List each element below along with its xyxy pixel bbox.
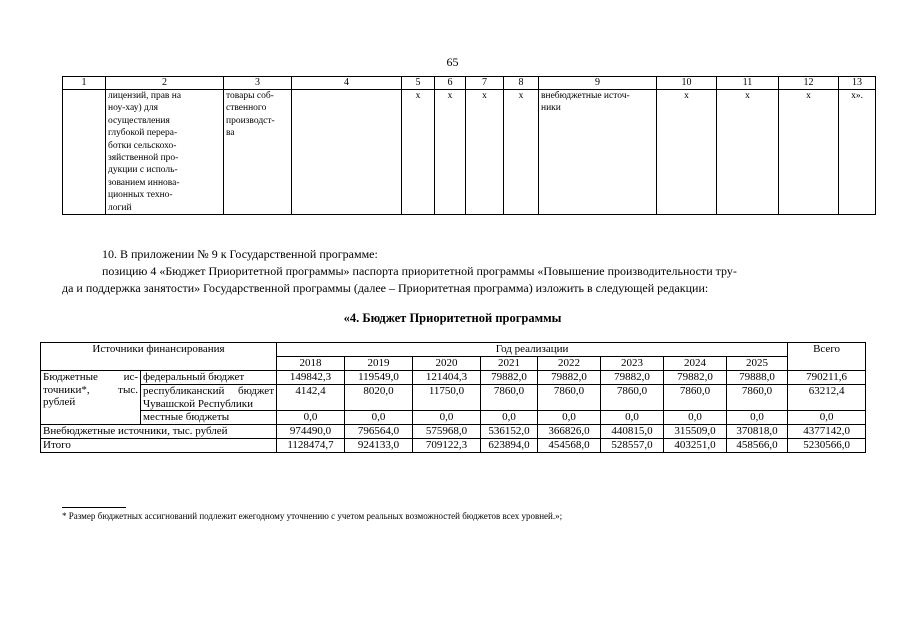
paragraph: позицию 4 «Бюджет Приоритетной программы» паспорта приоритетной программы «Повышение производительности тру- xyxy=(102,264,737,278)
total-cell: 4377142,0 xyxy=(788,425,866,439)
group-label-line: Бюджетные ис- xyxy=(43,371,138,383)
value-cell: 575968,0 xyxy=(413,425,481,439)
value-cell: 0,0 xyxy=(481,411,538,425)
section-title: «4. Бюджет Приоритетной программы xyxy=(343,311,562,325)
header-row xyxy=(63,77,876,90)
year-cell: 2019 xyxy=(345,357,413,371)
page-number: 65 xyxy=(446,55,459,69)
value-cell: 0,0 xyxy=(727,411,788,425)
row-label: местные бюджеты xyxy=(141,411,277,425)
year-cell: 2023 xyxy=(601,357,664,371)
table-cell: х». xyxy=(839,90,876,215)
table-cell xyxy=(63,90,106,215)
table-row xyxy=(63,90,876,215)
cell-line: ботки сельскохо- xyxy=(108,140,177,151)
col-header: 7 xyxy=(466,77,504,90)
table-row xyxy=(41,425,866,439)
table-cell: х xyxy=(466,90,504,215)
value-cell: 440815,0 xyxy=(601,425,664,439)
col-header: 4 xyxy=(292,77,402,90)
col-header: 13 xyxy=(839,77,876,90)
budget-table xyxy=(40,342,866,453)
year-cell: 2022 xyxy=(538,357,601,371)
footnote-divider xyxy=(62,507,126,508)
total-cell: 5230566,0 xyxy=(788,439,866,453)
value-cell: 79888,0 xyxy=(727,371,788,385)
value-cell: 796564,0 xyxy=(345,425,413,439)
cell-line: логий xyxy=(108,202,132,213)
year-cell: 2024 xyxy=(664,357,727,371)
year-cell: 2021 xyxy=(481,357,538,371)
value-cell: 974490,0 xyxy=(277,425,345,439)
value-cell: 0,0 xyxy=(345,411,413,425)
cell-line: зяйственной про- xyxy=(108,153,179,164)
cell-line: ционных техно- xyxy=(108,190,173,201)
value-cell: 7860,0 xyxy=(664,385,727,411)
value-cell: 7860,0 xyxy=(481,385,538,411)
cell-line: ноу-хау) для xyxy=(108,103,158,114)
table-cell: х xyxy=(717,90,779,215)
cell-line: лицензий, прав на xyxy=(108,91,182,101)
cell-line: зованием иннова- xyxy=(108,177,180,188)
value-cell: 403251,0 xyxy=(664,439,727,453)
value-cell: 370818,0 xyxy=(727,425,788,439)
value-cell: 536152,0 xyxy=(481,425,538,439)
year-cell: 2018 xyxy=(277,357,345,371)
table-cell xyxy=(292,90,402,215)
table-cell: х xyxy=(435,90,466,215)
cell-line: производст- xyxy=(226,115,275,126)
year-header: Год реализации xyxy=(277,343,788,357)
table-cell xyxy=(539,90,657,215)
value-cell: 1128474,7 xyxy=(277,439,345,453)
year-cell: 2020 xyxy=(413,357,481,371)
col-header: 3 xyxy=(224,77,292,90)
value-cell: 623894,0 xyxy=(481,439,538,453)
footnote: * Размер бюджетных ассигнований подлежит ежегодному уточнению с учетом реальных возможностей бюджетов всех уровней.»; xyxy=(62,511,563,521)
value-cell: 79882,0 xyxy=(664,371,727,385)
table-cell: х xyxy=(504,90,539,215)
row-label: Внебюджетные источники, тыс. рублей xyxy=(41,425,277,439)
table-cell xyxy=(106,90,224,215)
total-cell: 790211,6 xyxy=(788,371,866,385)
cell-line: дукции с исполь- xyxy=(108,165,178,176)
value-cell: 8020,0 xyxy=(345,385,413,411)
group-label-line: точники*, тыс. xyxy=(43,383,138,396)
group-label xyxy=(41,371,141,425)
cell-line: внебюджетные источ- xyxy=(541,91,630,101)
year-cell: 2025 xyxy=(727,357,788,371)
table-row xyxy=(41,385,866,411)
table-cell: х xyxy=(779,90,839,215)
total-cell: 63212,4 xyxy=(788,385,866,411)
value-cell: 0,0 xyxy=(538,411,601,425)
group-label-line: рублей xyxy=(43,396,76,408)
value-cell: 924133,0 xyxy=(345,439,413,453)
value-cell: 79882,0 xyxy=(601,371,664,385)
table-cell: х xyxy=(402,90,435,215)
row-label: Итого xyxy=(41,439,277,453)
table-row xyxy=(41,411,866,425)
value-cell: 119549,0 xyxy=(345,371,413,385)
col-header: 10 xyxy=(657,77,717,90)
cell-line: ва xyxy=(226,128,235,139)
table-cell: х xyxy=(657,90,717,215)
cell-line: осуществления xyxy=(108,115,170,126)
value-cell: 7860,0 xyxy=(727,385,788,411)
value-cell: 79882,0 xyxy=(538,371,601,385)
value-cell: 528557,0 xyxy=(601,439,664,453)
table-row xyxy=(41,371,866,385)
col-header: 12 xyxy=(779,77,839,90)
cell-line: ственного xyxy=(226,103,267,114)
col-header: 9 xyxy=(539,77,657,90)
col-header: 8 xyxy=(504,77,539,90)
table-cell xyxy=(224,90,292,215)
value-cell: 4142,4 xyxy=(277,385,345,411)
continuation-table xyxy=(62,76,876,215)
paragraph: 10. В приложении № 9 к Государственной программе: xyxy=(102,247,378,261)
value-cell: 0,0 xyxy=(413,411,481,425)
sources-header: Источники финансирования xyxy=(41,343,277,371)
value-cell: 7860,0 xyxy=(601,385,664,411)
cell-line: ники xyxy=(541,103,561,114)
cell-line: товары соб- xyxy=(226,91,274,101)
row-label: федеральный бюджет xyxy=(141,371,277,385)
value-cell: 79882,0 xyxy=(481,371,538,385)
value-cell: 149842,3 xyxy=(277,371,345,385)
value-cell: 0,0 xyxy=(601,411,664,425)
col-header: 2 xyxy=(106,77,224,90)
col-header: 1 xyxy=(63,77,106,90)
value-cell: 366826,0 xyxy=(538,425,601,439)
value-cell: 458566,0 xyxy=(727,439,788,453)
col-header: 6 xyxy=(435,77,466,90)
value-cell: 7860,0 xyxy=(538,385,601,411)
value-cell: 454568,0 xyxy=(538,439,601,453)
value-cell: 0,0 xyxy=(277,411,345,425)
cell-line: глубокой перера- xyxy=(108,128,178,139)
col-header: 5 xyxy=(402,77,435,90)
table-row xyxy=(41,439,866,453)
total-header: Всего xyxy=(788,343,866,371)
value-cell: 0,0 xyxy=(664,411,727,425)
col-header: 11 xyxy=(717,77,779,90)
total-cell: 0,0 xyxy=(788,411,866,425)
value-cell: 121404,3 xyxy=(413,371,481,385)
paragraph: да и поддержка занятости» Государственной программы (далее – Приоритетная программа) изложить в следующей редакции: xyxy=(62,281,709,295)
value-cell: 315509,0 xyxy=(664,425,727,439)
header-row xyxy=(41,343,866,357)
value-cell: 11750,0 xyxy=(413,385,481,411)
value-cell: 709122,3 xyxy=(413,439,481,453)
row-label: республиканский бюджет Чувашской Республики xyxy=(141,385,277,411)
